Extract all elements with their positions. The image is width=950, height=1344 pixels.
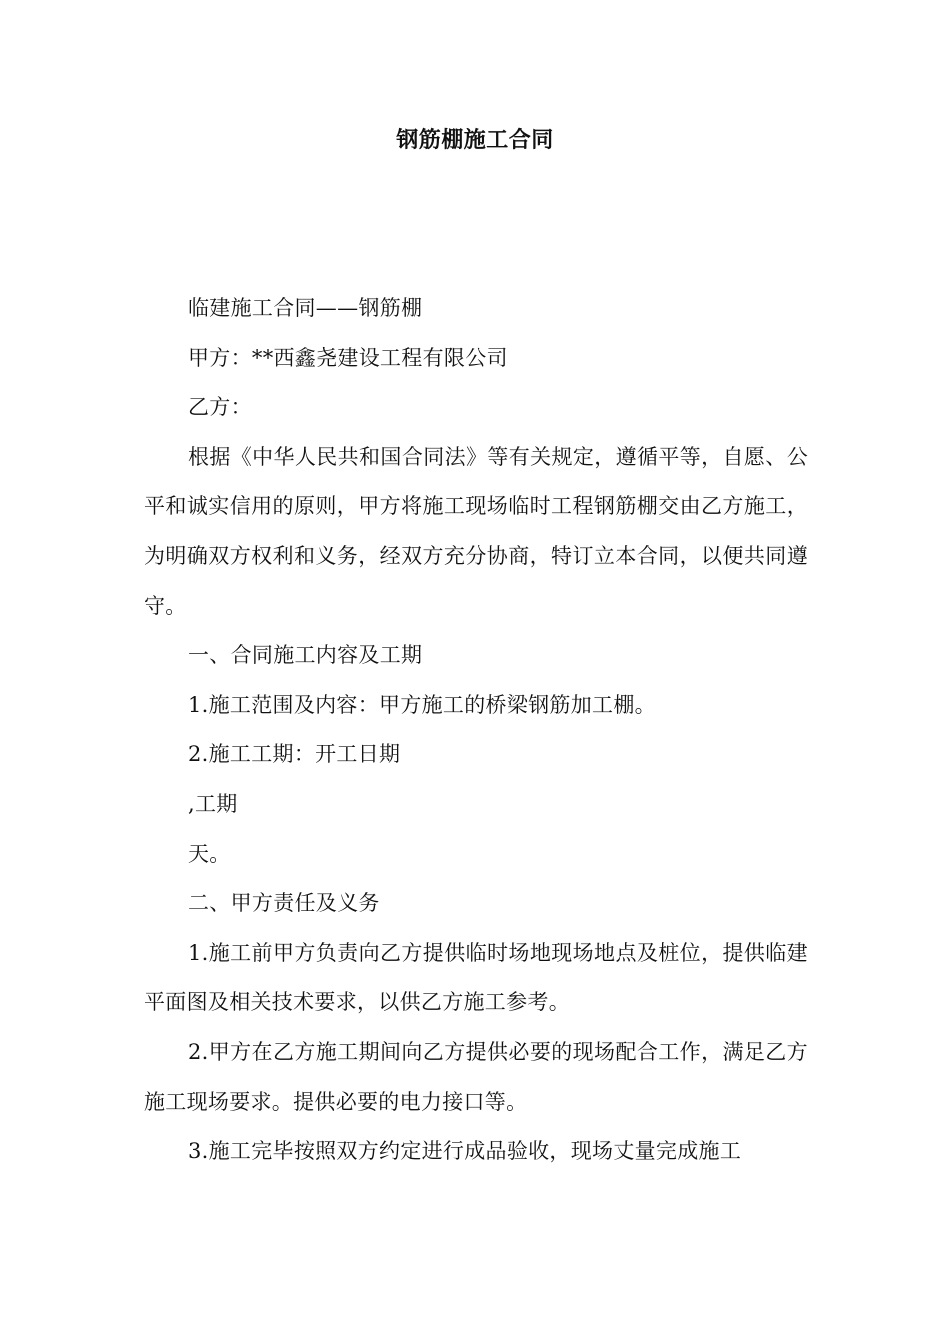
section-heading-party-a: 二、甲方责任及义务 [188,891,380,916]
clause-party-a-support: 2.甲方在乙方施工期间向乙方提供必要的现场配合工作，满足乙方施工现场要求。提供必要的电力接口等。 [144,1039,808,1114]
clause-schedule-start: 2.施工工期：开工日期 [188,742,401,767]
document-body [144,284,808,1177]
clause-party-a-site: 1.施工前甲方负责向乙方提供临时场地现场地点及桩位，提供临建平面图及相关技术要求，以供乙方施工参考。 [144,940,808,1015]
clause-schedule-days: 天。 [188,841,231,866]
party-a-line: 甲方：**西鑫尧建设工程有限公司 [188,345,508,370]
clause-schedule-duration: ,工期 [188,791,238,816]
party-b-line: 乙方： [188,395,252,420]
document-title: 钢筋棚施工合同 [396,128,554,153]
section-heading-scope: 一、合同施工内容及工期 [188,643,423,668]
contract-subtitle: 临建施工合同——钢筋棚 [188,296,423,320]
preamble-paragraph: 根据《中华人民共和国合同法》等有关规定，遵循平等，自愿、公平和诚实信用的原则，甲方将施工现场临时工程钢筋棚交由乙方施工，为明确双方权利和义务，经双方充分协商，特订立本合同，以便共同遵守。 [144,444,808,618]
clause-scope-content: 1.施工范围及内容：甲方施工的桥梁钢筋加工棚。 [188,692,656,717]
clause-party-a-acceptance: 3.施工完毕按照双方约定进行成品验收，现场丈量完成施工 [188,1139,742,1164]
